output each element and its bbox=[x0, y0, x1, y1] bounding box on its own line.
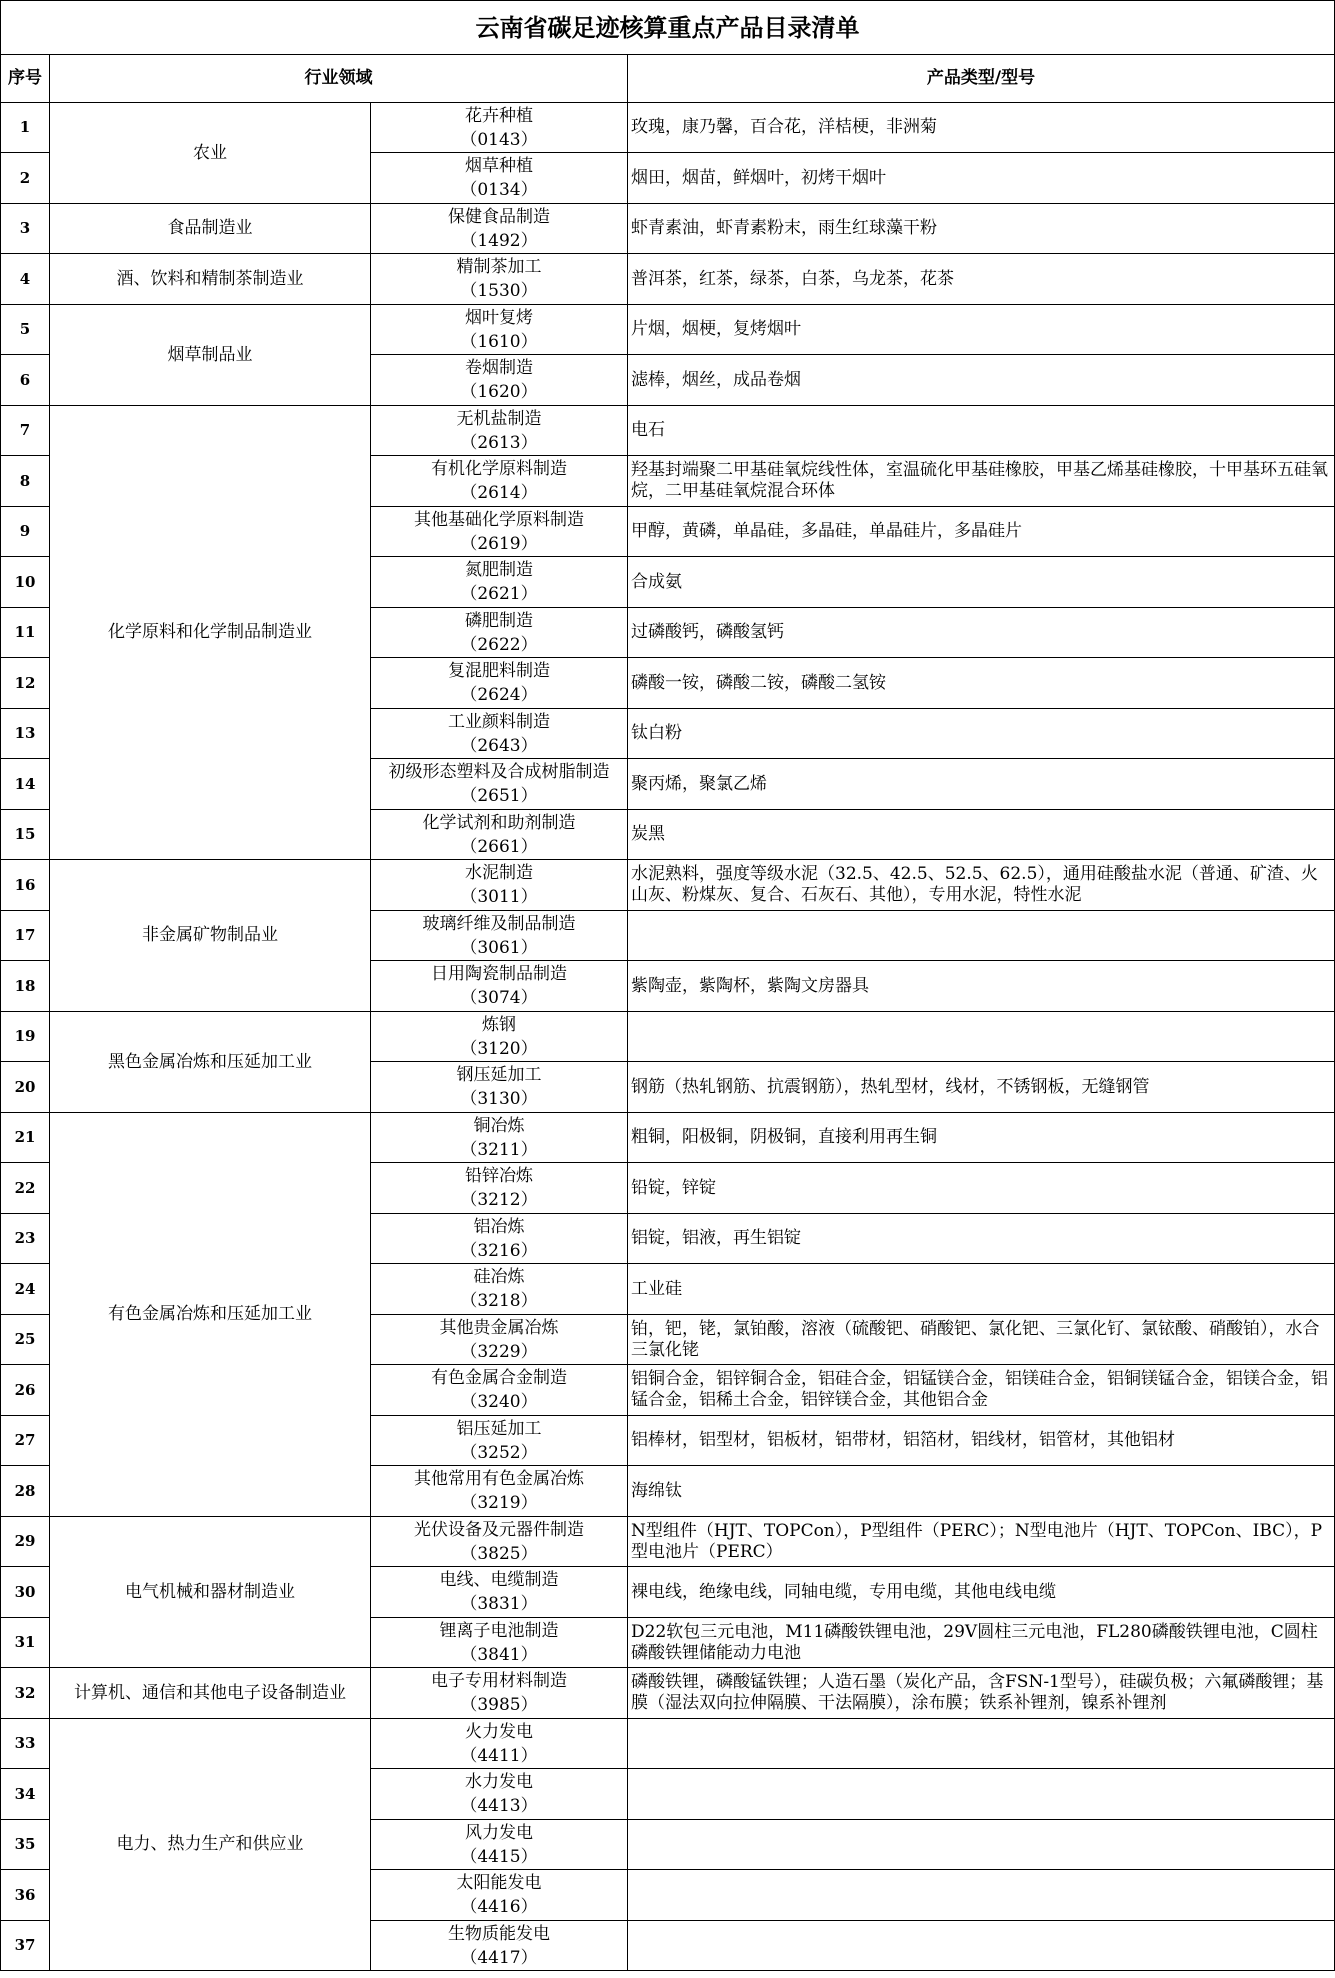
sub-industry-name: 炼钢 bbox=[482, 1014, 516, 1035]
row-seq: 32 bbox=[1, 1668, 50, 1719]
industry-cell: 电气机械和器材制造业 bbox=[50, 1517, 371, 1668]
sub-industry-code: （2661） bbox=[460, 836, 538, 857]
product-cell bbox=[628, 1870, 1335, 1921]
sub-industry-cell bbox=[371, 709, 628, 759]
sub-industry-name: 其他贵金属冶炼 bbox=[439, 1317, 559, 1338]
sub-industry-code: （3120） bbox=[460, 1038, 538, 1059]
sub-industry-cell bbox=[371, 1466, 628, 1517]
product-cell: 片烟，烟梗，复烤烟叶 bbox=[628, 305, 1335, 355]
row-seq: 36 bbox=[1, 1870, 50, 1921]
sub-industry-code: （4417） bbox=[460, 1947, 538, 1968]
sub-industry-cell bbox=[371, 658, 628, 709]
product-cell: 磷酸一铵，磷酸二铵，磷酸二氢铵 bbox=[628, 658, 1335, 709]
product-cell: 粗铜，阳极铜，阴极铜，直接利用再生铜 bbox=[628, 1113, 1335, 1163]
sub-industry-code: （3211） bbox=[460, 1139, 538, 1160]
sub-industry-name: 烟草种植 bbox=[465, 156, 533, 176]
sub-industry-code: （2613） bbox=[460, 432, 538, 453]
sub-industry-cell bbox=[371, 1315, 628, 1365]
sub-industry-code: （3130） bbox=[460, 1089, 538, 1109]
row-seq: 8 bbox=[1, 456, 50, 507]
row-seq: 18 bbox=[1, 961, 50, 1012]
row-seq: 29 bbox=[1, 1517, 50, 1567]
product-cell: 紫陶壶，紫陶杯，紫陶文房器具 bbox=[628, 961, 1335, 1012]
industry-cell: 化学原料和化学制品制造业 bbox=[50, 406, 371, 860]
sub-industry-name: 太阳能发电 bbox=[456, 1873, 542, 1893]
product-cell bbox=[628, 911, 1335, 961]
row-seq: 30 bbox=[1, 1567, 50, 1618]
sub-industry-cell bbox=[371, 406, 628, 456]
product-cell: 烟田，烟苗，鲜烟叶，初烤干烟叶 bbox=[628, 153, 1335, 204]
product-cell: 羟基封端聚二甲基硅氧烷线性体，室温硫化甲基硅橡胶，甲基乙烯基硅橡胶，十甲基环五硅氧烷，二甲基硅氧烷混合环体 bbox=[628, 456, 1335, 507]
row-seq: 12 bbox=[1, 658, 50, 709]
row-seq: 27 bbox=[1, 1416, 50, 1466]
sub-industry-cell bbox=[371, 507, 628, 557]
row-seq: 15 bbox=[1, 810, 50, 860]
sub-industry-cell bbox=[371, 1618, 628, 1668]
row-seq: 34 bbox=[1, 1769, 50, 1820]
sub-industry-cell bbox=[371, 1113, 628, 1163]
table-row bbox=[1, 406, 1335, 456]
sub-industry-name: 精制茶加工 bbox=[456, 257, 542, 277]
table-row bbox=[1, 103, 1335, 153]
table-row bbox=[1, 1012, 1335, 1062]
sub-industry-name: 水力发电 bbox=[465, 1772, 533, 1792]
sub-industry-name: 铝压延加工 bbox=[456, 1418, 542, 1439]
product-cell: 炭黑 bbox=[628, 810, 1335, 860]
row-seq: 24 bbox=[1, 1264, 50, 1315]
row-seq: 25 bbox=[1, 1315, 50, 1365]
sub-industry-cell bbox=[371, 1921, 628, 1971]
sub-industry-code: （4411） bbox=[460, 1745, 538, 1766]
industry-cell: 非金属矿物制品业 bbox=[50, 860, 371, 1012]
sub-industry-code: （3074） bbox=[460, 988, 538, 1008]
row-seq: 17 bbox=[1, 911, 50, 961]
table-row bbox=[1, 1113, 1335, 1163]
sub-industry-code: （4413） bbox=[460, 1796, 538, 1816]
industry-cell: 电力、热力生产和供应业 bbox=[50, 1719, 371, 1971]
row-seq: 5 bbox=[1, 305, 50, 355]
product-cell: 钢筋（热轧钢筋、抗震钢筋），热轧型材，线材，不锈钢板，无缝钢管 bbox=[628, 1062, 1335, 1113]
product-cell: 虾青素油，虾青素粉末，雨生红球藻干粉 bbox=[628, 204, 1335, 254]
sub-industry-cell bbox=[371, 1264, 628, 1315]
sub-industry-cell bbox=[371, 759, 628, 810]
product-cell: 普洱茶，红茶，绿茶，白茶，乌龙茶，花茶 bbox=[628, 254, 1335, 305]
industry-cell: 黑色金属冶炼和压延加工业 bbox=[50, 1012, 371, 1113]
sub-industry-code: （2651） bbox=[460, 786, 538, 806]
sub-industry-cell bbox=[371, 254, 628, 305]
sub-industry-code: （3985） bbox=[460, 1695, 538, 1715]
row-seq: 20 bbox=[1, 1062, 50, 1113]
product-cell bbox=[628, 1769, 1335, 1820]
sub-industry-name: 卷烟制造 bbox=[465, 358, 533, 378]
header-row bbox=[1, 55, 1335, 103]
sub-industry-code: （3252） bbox=[460, 1442, 538, 1463]
sub-industry-name: 锂离子电池制造 bbox=[439, 1620, 559, 1641]
table-row bbox=[1, 305, 1335, 355]
product-cell: 钛白粉 bbox=[628, 709, 1335, 759]
sub-industry-code: （1620） bbox=[460, 382, 538, 402]
product-cell: 裸电线，绝缘电线，同轴电缆，专用电缆，其他电线电缆 bbox=[628, 1567, 1335, 1618]
sub-industry-code: （2643） bbox=[460, 735, 538, 756]
sub-industry-name: 化学试剂和助剂制造 bbox=[422, 812, 576, 833]
product-cell: 工业硅 bbox=[628, 1264, 1335, 1315]
product-cell: 铝棒材，铝型材，铝板材，铝带材，铝箔材，铝线材，铝管材，其他铝材 bbox=[628, 1416, 1335, 1466]
industry-cell: 酒、饮料和精制茶制造业 bbox=[50, 254, 371, 305]
sub-industry-cell bbox=[371, 355, 628, 406]
sub-industry-code: （1530） bbox=[460, 281, 538, 301]
product-cell bbox=[628, 1719, 1335, 1769]
header-product: 产品类型/型号 bbox=[628, 55, 1335, 103]
table-row bbox=[1, 1668, 1335, 1719]
sub-industry-name: 有机化学原料制造 bbox=[431, 459, 567, 479]
row-seq: 11 bbox=[1, 608, 50, 658]
product-cell: 铝铜合金，铝锌铜合金，铝硅合金，铝锰镁合金，铝镁硅合金，铝铜镁锰合金，铝镁合金，铝锰合金，铝稀土合金，铝锌镁合金，其他铝合金 bbox=[628, 1365, 1335, 1416]
sub-industry-cell bbox=[371, 1416, 628, 1466]
sub-industry-code: （1610） bbox=[460, 331, 538, 352]
sub-industry-code: （3218） bbox=[460, 1291, 538, 1311]
sub-industry-cell bbox=[371, 1668, 628, 1719]
sub-industry-name: 铜冶炼 bbox=[473, 1115, 525, 1136]
sub-industry-name: 无机盐制造 bbox=[456, 408, 542, 429]
sub-industry-code: （3240） bbox=[460, 1392, 538, 1412]
sub-industry-code: （3229） bbox=[460, 1341, 538, 1362]
row-seq: 31 bbox=[1, 1618, 50, 1668]
sub-industry-cell bbox=[371, 1365, 628, 1416]
row-seq: 28 bbox=[1, 1466, 50, 1517]
sub-industry-name: 铝冶炼 bbox=[473, 1216, 525, 1237]
sub-industry-name: 钢压延加工 bbox=[456, 1065, 542, 1085]
product-cell bbox=[628, 1012, 1335, 1062]
product-cell: 铝锭，铝液，再生铝锭 bbox=[628, 1214, 1335, 1264]
product-cell: 磷酸铁锂，磷酸锰铁锂；人造石墨（炭化产品，含FSN-1型号），硅碳负极；六氟磷酸锂；基膜（湿法双向拉伸隔膜、干法隔膜），涂布膜；铁系补锂剂，镍系补锂剂 bbox=[628, 1668, 1335, 1719]
table-row bbox=[1, 1517, 1335, 1567]
product-cell: 铂，钯，铑，氯铂酸，溶液（硫酸钯、硝酸钯、氯化钯、三氯化钌、氯铱酸、硝酸铂），水合三氯化铑 bbox=[628, 1315, 1335, 1365]
sub-industry-cell bbox=[371, 305, 628, 355]
product-cell bbox=[628, 1820, 1335, 1870]
product-cell: 海绵钛 bbox=[628, 1466, 1335, 1517]
product-cell: 玫瑰，康乃馨，百合花，洋桔梗，非洲菊 bbox=[628, 103, 1335, 153]
row-seq: 9 bbox=[1, 507, 50, 557]
sub-industry-cell bbox=[371, 608, 628, 658]
sub-industry-cell bbox=[371, 810, 628, 860]
row-seq: 4 bbox=[1, 254, 50, 305]
sub-industry-cell bbox=[371, 153, 628, 204]
sub-industry-cell bbox=[371, 911, 628, 961]
page-title: 云南省碳足迹核算重点产品目录清单 bbox=[1, 1, 1335, 55]
sub-industry-name: 磷肥制造 bbox=[465, 610, 533, 631]
sub-industry-code: （4415） bbox=[460, 1846, 538, 1867]
sub-industry-name: 初级形态塑料及合成树脂制造 bbox=[388, 762, 610, 782]
sub-industry-name: 氮肥制造 bbox=[465, 560, 533, 580]
table-row bbox=[1, 254, 1335, 305]
product-cell: D22软包三元电池，M11磷酸铁锂电池，29V圆柱三元电池，FL280磷酸铁锂电池，C圆柱磷酸铁锂储能动力电池 bbox=[628, 1618, 1335, 1668]
sub-industry-code: （1492） bbox=[460, 230, 538, 251]
sub-industry-name: 日用陶瓷制品制造 bbox=[431, 964, 567, 984]
sub-industry-code: （3219） bbox=[460, 1493, 538, 1513]
sub-industry-code: （4416） bbox=[460, 1897, 538, 1917]
row-seq: 13 bbox=[1, 709, 50, 759]
sub-industry-name: 电子专用材料制造 bbox=[431, 1671, 567, 1691]
sub-industry-name: 火力发电 bbox=[465, 1721, 533, 1742]
sub-industry-cell bbox=[371, 1012, 628, 1062]
sub-industry-cell bbox=[371, 1062, 628, 1113]
sub-industry-cell bbox=[371, 860, 628, 911]
product-cell: 聚丙烯，聚氯乙烯 bbox=[628, 759, 1335, 810]
sub-industry-cell bbox=[371, 1719, 628, 1769]
sub-industry-cell bbox=[371, 1870, 628, 1921]
row-seq: 10 bbox=[1, 557, 50, 608]
row-seq: 19 bbox=[1, 1012, 50, 1062]
industry-cell: 食品制造业 bbox=[50, 204, 371, 254]
row-seq: 2 bbox=[1, 153, 50, 204]
sub-industry-code: （3061） bbox=[460, 937, 538, 958]
sub-industry-name: 复混肥料制造 bbox=[448, 661, 550, 681]
sub-industry-code: （0143） bbox=[460, 129, 538, 150]
row-seq: 23 bbox=[1, 1214, 50, 1264]
table-row bbox=[1, 1719, 1335, 1769]
sub-industry-cell bbox=[371, 557, 628, 608]
row-seq: 14 bbox=[1, 759, 50, 810]
product-cell: 甲醇，黄磷，单晶硅，多晶硅，单晶硅片，多晶硅片 bbox=[628, 507, 1335, 557]
row-seq: 1 bbox=[1, 103, 50, 153]
sub-industry-cell bbox=[371, 204, 628, 254]
sub-industry-name: 铅锌冶炼 bbox=[465, 1166, 533, 1186]
sub-industry-code: （2619） bbox=[460, 533, 538, 554]
sub-industry-code: （2622） bbox=[460, 634, 538, 655]
title-row bbox=[1, 1, 1335, 55]
sub-industry-name: 烟叶复烤 bbox=[465, 307, 533, 328]
sub-industry-code: （2621） bbox=[460, 584, 538, 604]
sub-industry-code: （2614） bbox=[460, 483, 538, 503]
sub-industry-code: （2624） bbox=[460, 685, 538, 705]
product-cell: 合成氨 bbox=[628, 557, 1335, 608]
product-cell: 过磷酸钙，磷酸氢钙 bbox=[628, 608, 1335, 658]
sub-industry-cell bbox=[371, 1163, 628, 1214]
row-seq: 37 bbox=[1, 1921, 50, 1971]
sub-industry-name: 有色金属合金制造 bbox=[431, 1368, 567, 1388]
row-seq: 7 bbox=[1, 406, 50, 456]
product-cell bbox=[628, 1921, 1335, 1971]
sub-industry-name: 风力发电 bbox=[465, 1822, 533, 1843]
sub-industry-cell bbox=[371, 1214, 628, 1264]
sub-industry-cell bbox=[371, 1517, 628, 1567]
product-cell: 水泥熟料，强度等级水泥（32.5、42.5、52.5、62.5），通用硅酸盐水泥（普通、矿渣、火山灰、粉煤灰、复合、石灰石、其他），专用水泥，特性水泥 bbox=[628, 860, 1335, 911]
sub-industry-cell bbox=[371, 1567, 628, 1618]
sub-industry-code: （3825） bbox=[460, 1543, 538, 1564]
sub-industry-cell bbox=[371, 456, 628, 507]
header-industry: 行业领域 bbox=[50, 55, 628, 103]
row-seq: 21 bbox=[1, 1113, 50, 1163]
sub-industry-name: 其他基础化学原料制造 bbox=[414, 509, 584, 530]
product-cell: 铅锭，锌锭 bbox=[628, 1163, 1335, 1214]
table-row bbox=[1, 860, 1335, 911]
row-seq: 16 bbox=[1, 860, 50, 911]
sub-industry-code: （3831） bbox=[460, 1594, 538, 1614]
sub-industry-name: 硅冶炼 bbox=[473, 1267, 525, 1287]
sub-industry-cell bbox=[371, 103, 628, 153]
sub-industry-name: 电线、电缆制造 bbox=[439, 1570, 559, 1590]
row-seq: 3 bbox=[1, 204, 50, 254]
sub-industry-code: （0134） bbox=[460, 180, 538, 200]
sub-industry-name: 工业颜料制造 bbox=[448, 711, 550, 732]
industry-cell: 计算机、通信和其他电子设备制造业 bbox=[50, 1668, 371, 1719]
industry-cell: 有色金属冶炼和压延加工业 bbox=[50, 1113, 371, 1517]
sub-industry-name: 其他常用有色金属冶炼 bbox=[414, 1469, 584, 1489]
table-row bbox=[1, 204, 1335, 254]
row-seq: 33 bbox=[1, 1719, 50, 1769]
product-cell: 滤棒，烟丝，成品卷烟 bbox=[628, 355, 1335, 406]
sub-industry-cell bbox=[371, 1769, 628, 1820]
sub-industry-code: （3212） bbox=[460, 1190, 538, 1210]
header-seq: 序号 bbox=[1, 55, 50, 103]
sub-industry-name: 水泥制造 bbox=[465, 863, 533, 883]
sub-industry-name: 花卉种植 bbox=[465, 105, 533, 126]
sub-industry-cell bbox=[371, 961, 628, 1012]
sub-industry-name: 玻璃纤维及制品制造 bbox=[422, 913, 576, 934]
sub-industry-name: 保健食品制造 bbox=[448, 206, 550, 227]
sub-industry-cell bbox=[371, 1820, 628, 1870]
row-seq: 22 bbox=[1, 1163, 50, 1214]
sub-industry-name: 光伏设备及元器件制造 bbox=[414, 1519, 584, 1540]
sub-industry-code: （3011） bbox=[460, 887, 538, 907]
product-cell: 电石 bbox=[628, 406, 1335, 456]
row-seq: 26 bbox=[1, 1365, 50, 1416]
sub-industry-name: 生物质能发电 bbox=[448, 1923, 550, 1944]
row-seq: 6 bbox=[1, 355, 50, 406]
industry-cell: 烟草制品业 bbox=[50, 305, 371, 406]
sub-industry-code: （3841） bbox=[460, 1644, 538, 1665]
industry-cell: 农业 bbox=[50, 103, 371, 204]
sub-industry-code: （3216） bbox=[460, 1240, 538, 1261]
product-cell: N型组件（HJT、TOPCon），P型组件（PERC）；N型电池片（HJT、TOPCon、IBC），P型电池片（PERC） bbox=[628, 1517, 1335, 1567]
row-seq: 35 bbox=[1, 1820, 50, 1870]
